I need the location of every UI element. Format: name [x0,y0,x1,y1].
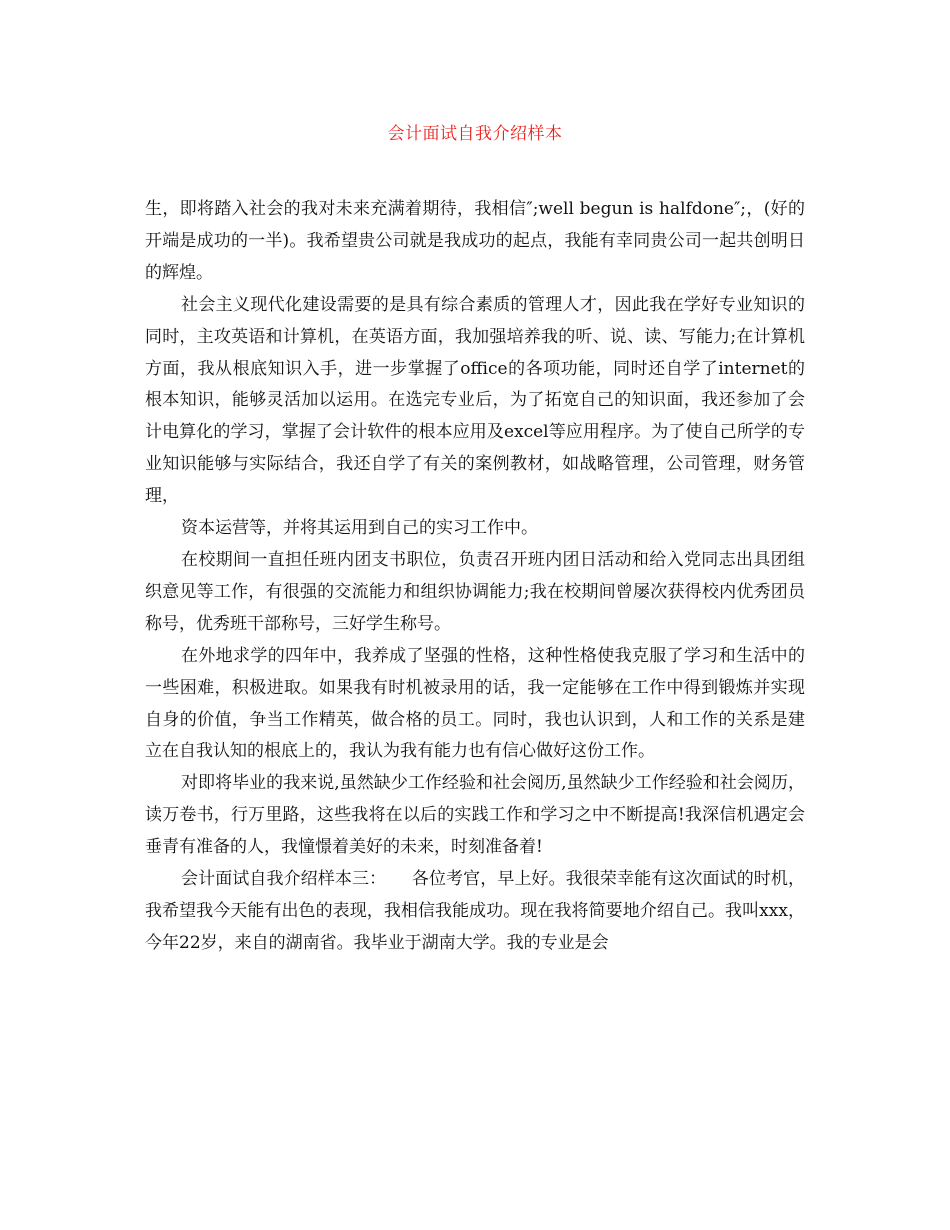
paragraph: 生，即将踏入社会的我对未来充满着期待，我相信″;well begun is halfdone″;，(好的开端是成功的一半)。我希望贵公司就是我成功的起点，我能有幸同贵公司一起共创明日的辉煌。 [145,199,805,283]
paragraph: 资本运营等，并将其运用到自己的实习工作中。 [181,518,538,539]
document-title: 会计面试自我介绍样本 [387,124,563,144]
paragraph: 在外地求学的四年中，我养成了坚强的性格，这种性格使我克服了学习和生活中的一些困难，积极进取。如果我有时机被录用的话，我一定能够在工作中得到锻炼并实现自身的价值，争当工作精英，做合格的员工。同时，我也认识到，人和工作的关系是建立在自我认知的根底上的，我认为我有能力也有信心做好这份工作。 [145,645,805,762]
paragraph: 社会主义现代化建设需要的是具有综合素质的管理人才，因此我在学好专业知识的同时，主攻英语和计算机，在英语方面，我加强培养我的听、说、读、写能力;在计算机方面，我从根底知识入手，进一步掌握了office的各项功能，同时还自学了internet的根本知识，能够灵活加以运用。在选完专业后，为了拓宽自己的知识面，我还参加了会计电算化的学习，掌握了会计软件的根本应用及excel等应用程序。为了使自己所学的专业知识能够与实际结合，我还自学了有关的案例教材，如战略管理，公司管理，财务管理， [145,294,805,507]
paragraph: 对即将毕业的我来说,虽然缺少工作经验和社会阅历,虽然缺少工作经验和社会阅历，读万卷书，行万里路，这些我将在以后的实践工作和学习之中不断提高!我深信机遇定会垂青有准备的人，我憧憬着美好的未来，时刻准备着! [145,773,805,858]
paragraph: 会计面试自我介绍样本三： 各位考官，早上好。我很荣幸能有这次面试的时机，我希望我今天能有出色的表现，我相信我能成功。现在我将简要地介绍自己。我叫xxx，今年22岁，来自的湖南省。我毕业于湖南大学。我的专业是会 [145,869,805,953]
document-body [145,194,805,960]
paragraph: 在校期间一直担任班内团支书职位，负责召开班内团日活动和给入党同志出具团组织意见等工作，有很强的交流能力和组织协调能力;我在校期间曾屡次获得校内优秀团员称号，优秀班干部称号，三好学生称号。 [145,549,805,634]
